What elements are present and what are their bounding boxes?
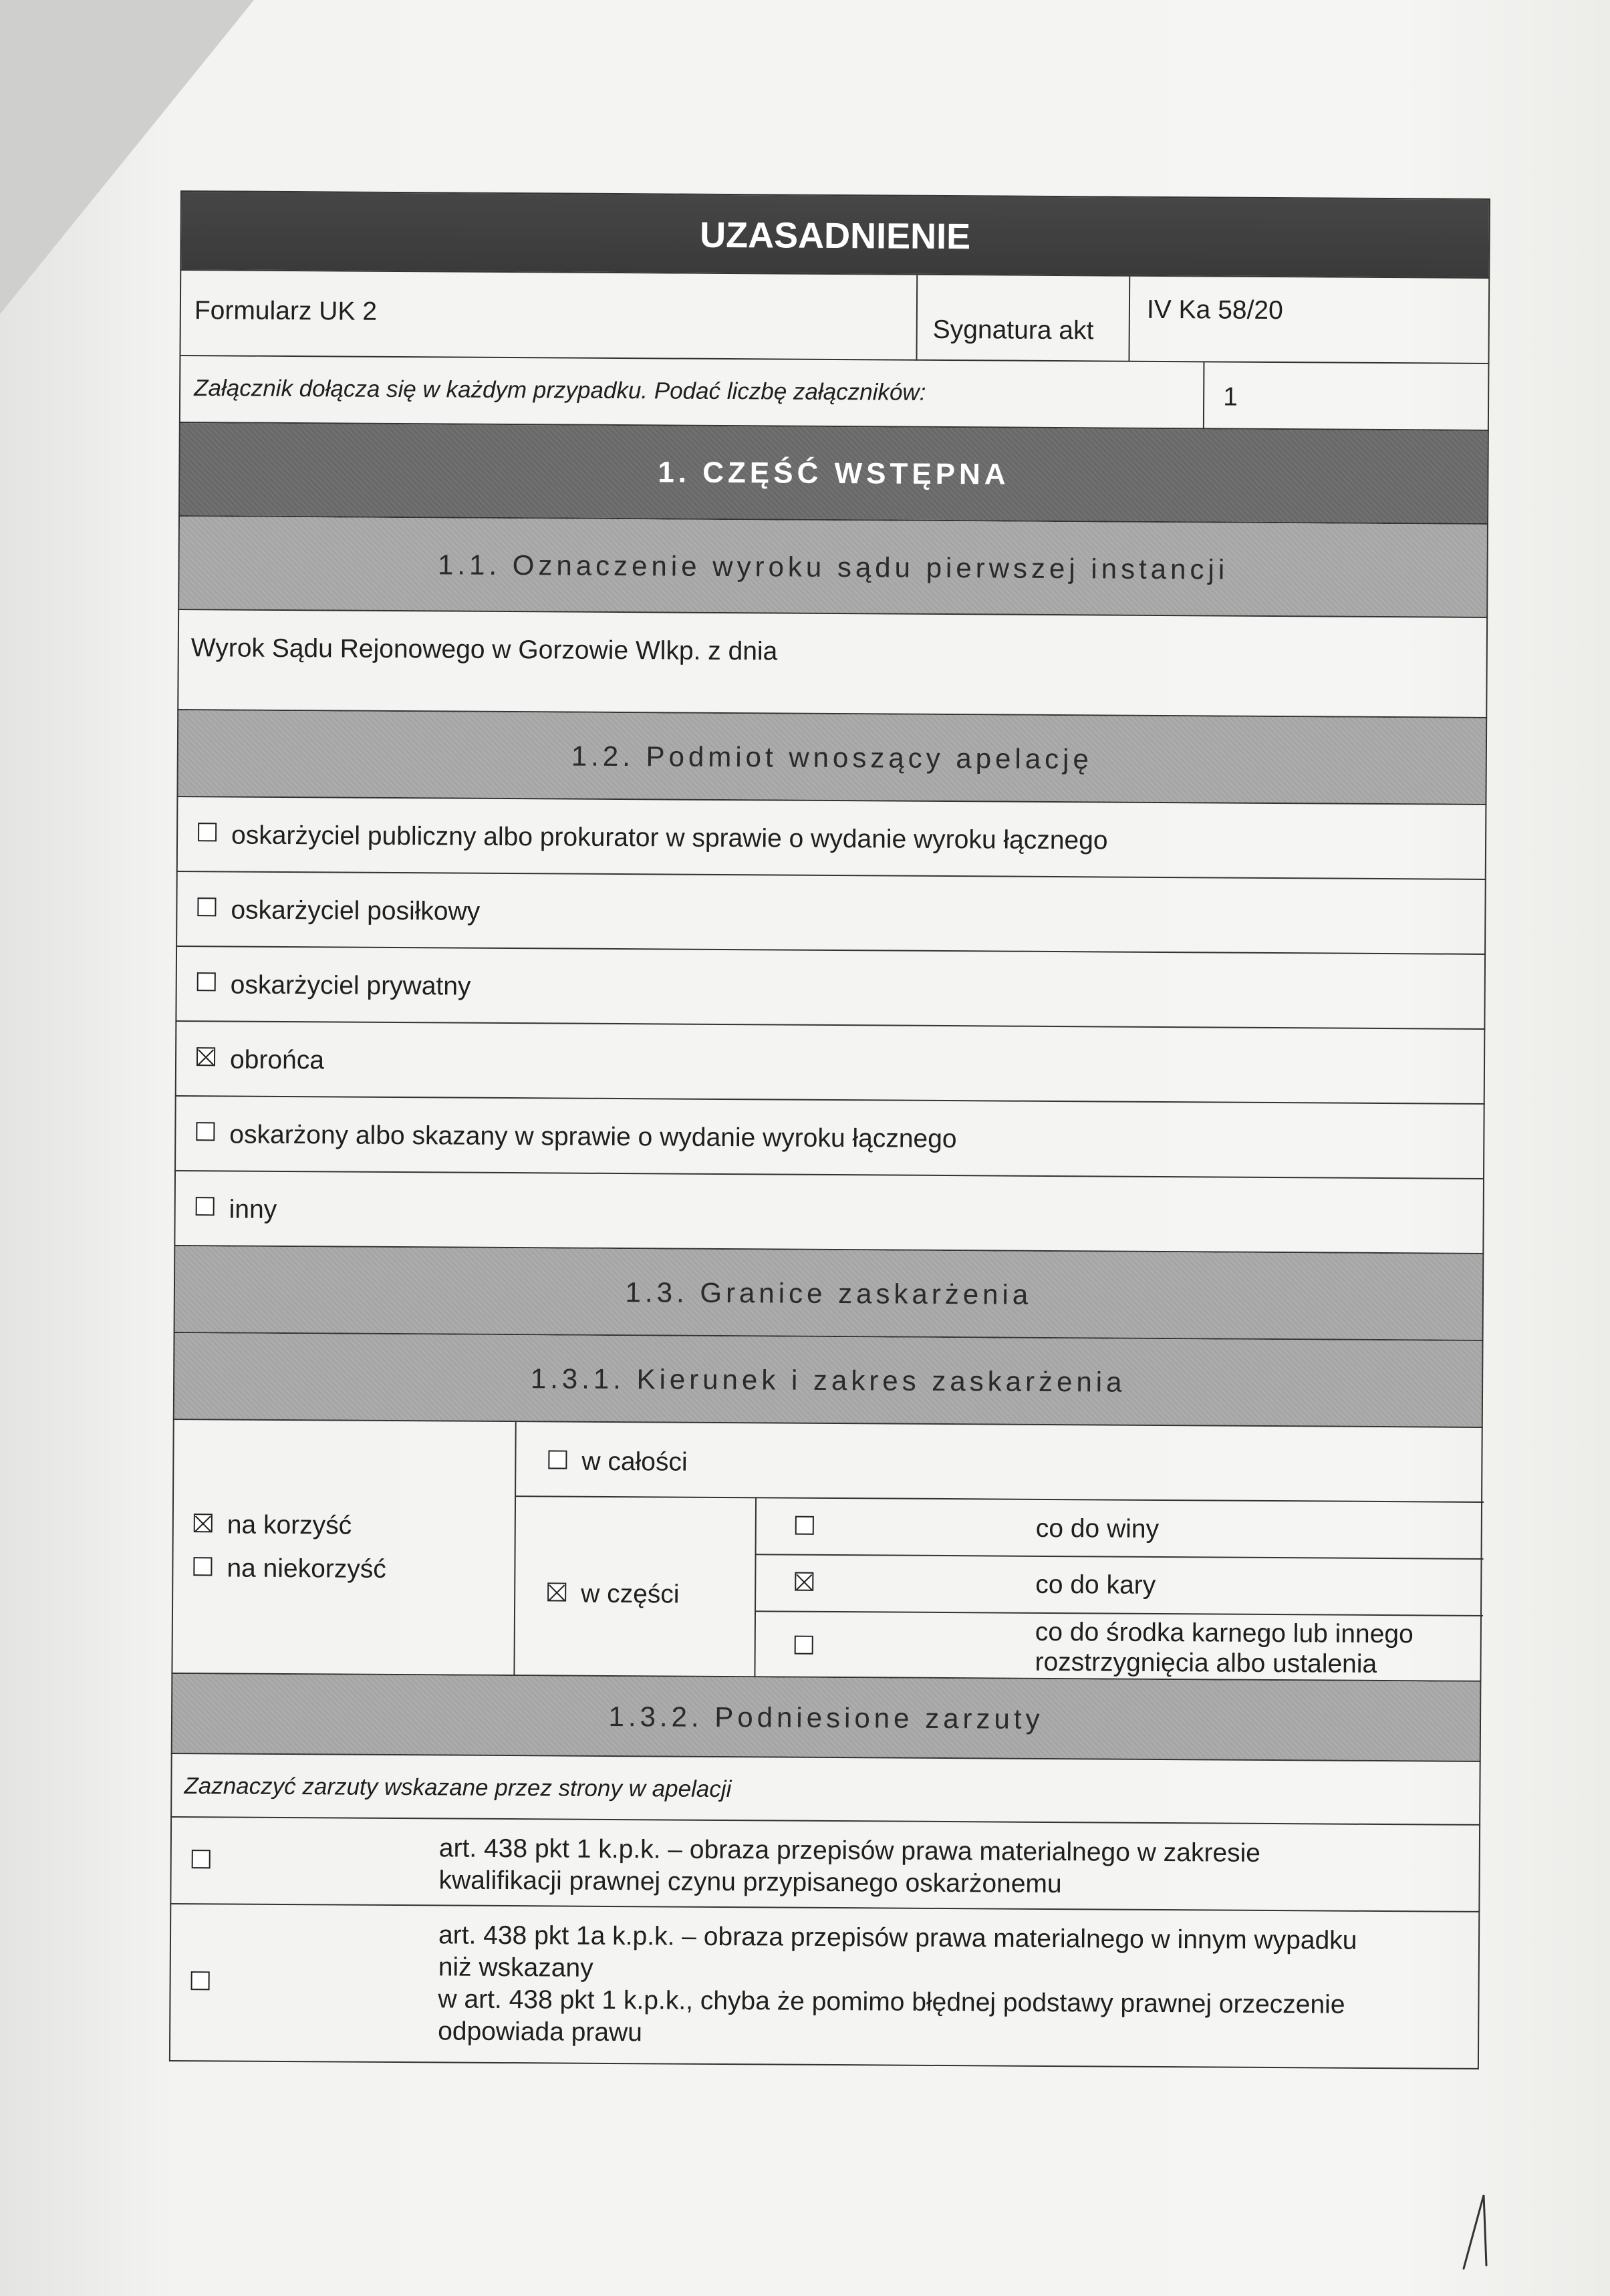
objection-text-line4: odpowiada prawu: [438, 2017, 643, 2047]
section-1-title: 1. CZĘŚĆ WSTĘPNA: [658, 456, 1010, 491]
header-row: [179, 271, 1490, 364]
co-do-kary-label: co do kary: [1035, 1570, 1156, 1600]
attachments-count: 1: [1223, 382, 1238, 412]
objections-instruction-row: [170, 1754, 1481, 1826]
checkbox[interactable]: [795, 1516, 814, 1535]
w-calosci-label: w całości: [581, 1447, 688, 1477]
divider: [1203, 362, 1205, 429]
w-czesci-label: w części: [581, 1579, 680, 1609]
appellant-option: [175, 947, 1486, 1030]
na-korzysc-label: na korzyść: [227, 1510, 352, 1540]
appellant-option: [176, 797, 1487, 880]
section-1-3-header: [174, 1246, 1484, 1341]
form-name: Formularz UK 2: [194, 296, 378, 326]
objection-item: [169, 1904, 1480, 2069]
section-1-2-title: 1.2. Podmiot wnoszący apelację: [571, 740, 1093, 775]
co-do-srodka-label-line2: rozstrzygnięcia albo ustalenia: [1035, 1647, 1377, 1679]
appellant-option: [175, 1022, 1486, 1105]
checkbox[interactable]: [191, 1971, 210, 1990]
checkbox[interactable]: [196, 1122, 215, 1141]
checkbox-checked[interactable]: [547, 1582, 566, 1601]
attachments-note: Załącznik dołącza się w każdym przypadku. Podać liczbę załączników:: [194, 375, 926, 406]
section-1-3-2-header: [171, 1674, 1482, 1762]
checkbox[interactable]: [196, 1197, 215, 1215]
checkbox[interactable]: [192, 1850, 211, 1868]
objection-text-line2: niż wskazany: [438, 1953, 593, 1983]
checkbox[interactable]: [193, 1557, 212, 1576]
objection-text-line1: art. 438 pkt 1a k.p.k. – obraza przepisów prawa materialnego w innym wypadku: [438, 1920, 1357, 1955]
divider: [754, 1497, 757, 1677]
scope-grid: [171, 1420, 1482, 1682]
checkbox[interactable]: [548, 1450, 567, 1469]
checkbox-checked[interactable]: [795, 1572, 813, 1591]
divider: [916, 275, 918, 361]
divider: [755, 1610, 1483, 1616]
option-label: oskarżyciel prywatny: [230, 970, 471, 1001]
option-label: oskarżyciel publiczny albo prokurator w sprawie o wydanie wyroku łącznego: [231, 821, 1108, 855]
na-niekorzysc-label: na niekorzyść: [227, 1554, 386, 1584]
section-1-3-title: 1.3. Granice zaskarżenia: [625, 1276, 1033, 1310]
appellant-option: [174, 1171, 1484, 1254]
divider: [513, 1422, 516, 1676]
section-1-1-header: [178, 517, 1488, 618]
objection-text-line1: art. 438 pkt 1 k.p.k. – obraza przepisów prawa materialnego w zakresie: [438, 1834, 1261, 1868]
section-1-2-header: [176, 710, 1487, 805]
section-1-3-2-title: 1.3.2. Podniesione zarzuty: [608, 1700, 1044, 1735]
case-number: IV Ka 58/20: [1146, 295, 1283, 325]
section-1-1-title: 1.1. Oznaczenie wyroku sądu pierwszej instancji: [437, 549, 1229, 585]
handwritten-page-mark: [1457, 2182, 1497, 2279]
checkbox[interactable]: [197, 972, 216, 991]
appeal-justification-form: [168, 190, 1496, 2116]
section-1-3-1-title: 1.3.1. Kierunek i zakres zaskarżenia: [530, 1362, 1126, 1398]
attachments-row: [179, 356, 1490, 431]
option-label: oskarżyciel posiłkowy: [231, 895, 481, 926]
divider: [755, 1554, 1484, 1560]
checkbox[interactable]: [795, 1636, 813, 1655]
divider: [1128, 277, 1130, 362]
title-band: [180, 190, 1490, 279]
checkbox[interactable]: [198, 823, 217, 841]
judgment-text: Wyrok Sądu Rejonowego w Gorzowie Wlkp. z dnia: [190, 633, 778, 666]
checkbox[interactable]: [197, 897, 216, 916]
section-1-header: [178, 423, 1489, 525]
objection-text-line3: w art. 438 pkt 1 k.p.k., chyba że pomimo błędnej podstawy prawnej orzeczenie: [438, 1985, 1345, 2019]
case-number-label: Sygnatura akt: [932, 315, 1094, 345]
appellant-option: [174, 1097, 1485, 1179]
objection-item: [170, 1818, 1480, 1912]
objection-text-line2: kwalifikacji prawnej czynu przypisanego oskarżonemu: [438, 1866, 1062, 1899]
objections-instruction: Zaznaczyć zarzuty wskazane przez strony w apelacji: [184, 1773, 732, 1803]
option-label: obrońca: [229, 1045, 325, 1075]
option-label: oskarżony albo skazany w sprawie o wydanie wyroku łącznego: [229, 1120, 957, 1154]
form-title: UZASADNIENIE: [699, 214, 971, 257]
co-do-srodka-label-line1: co do środka karnego lub innego: [1035, 1617, 1414, 1649]
option-label: inny: [229, 1195, 277, 1224]
section-1-3-1-header: [173, 1333, 1484, 1428]
divider: [515, 1495, 1484, 1503]
judgment-row: [177, 610, 1488, 718]
checkbox-checked[interactable]: [194, 1514, 213, 1532]
checkbox-checked[interactable]: [196, 1047, 215, 1066]
co-do-winy-label: co do winy: [1035, 1514, 1160, 1544]
appellant-option: [176, 872, 1486, 955]
